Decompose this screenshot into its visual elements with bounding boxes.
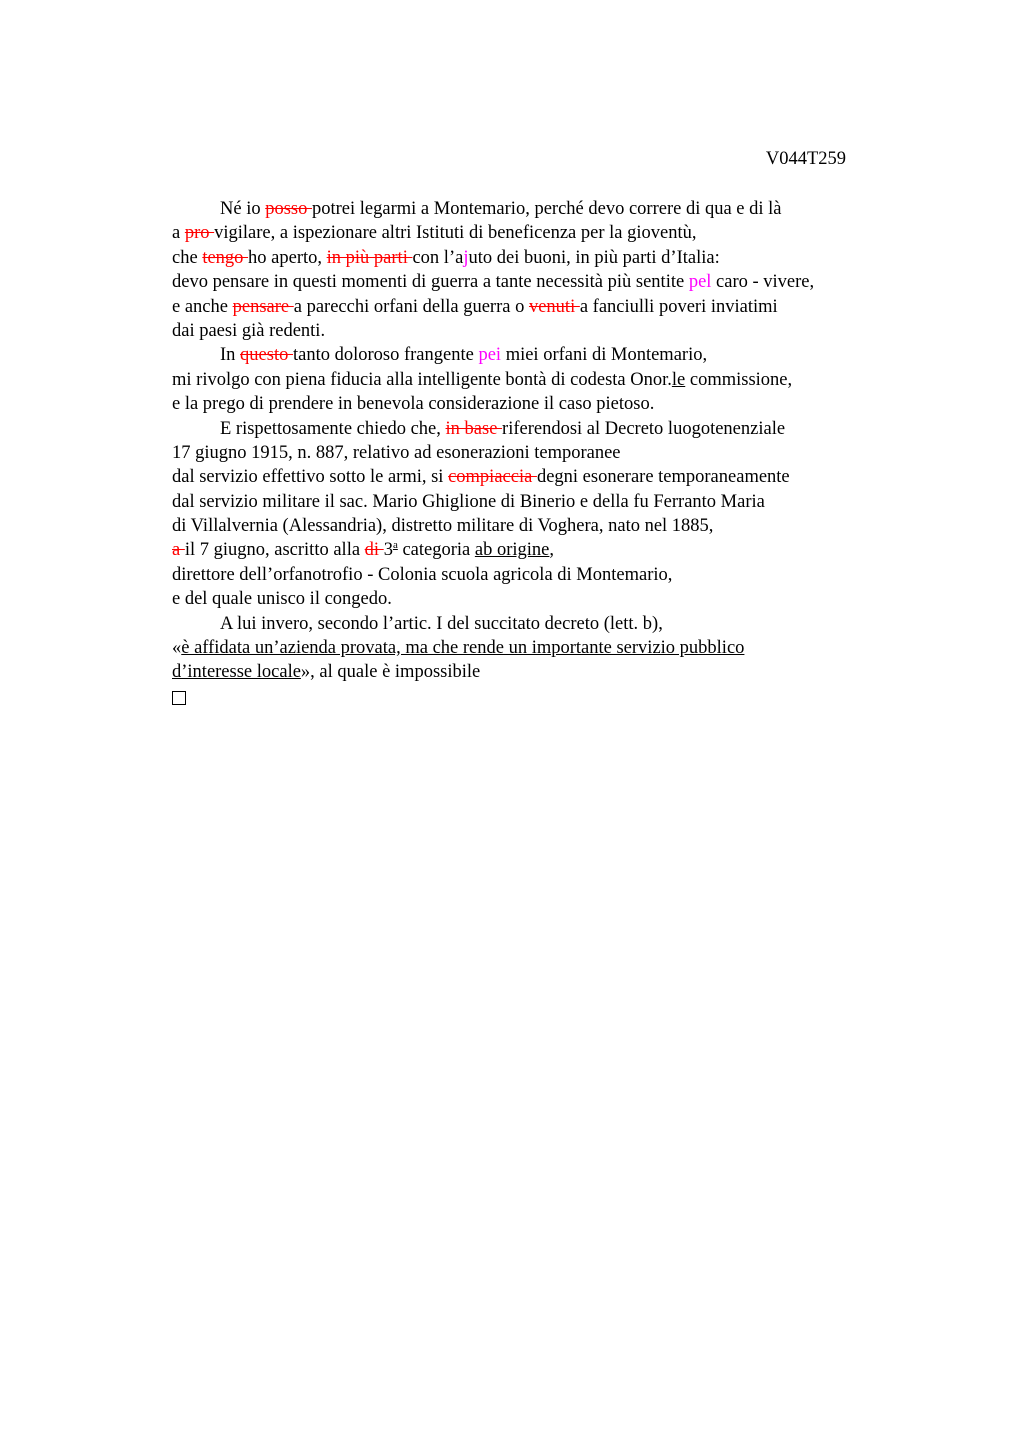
text-segment: Né io <box>220 199 266 219</box>
deleted-text: in base <box>445 418 503 439</box>
text-line <box>172 197 932 221</box>
text-segment: che <box>172 247 203 268</box>
empty-square-icon <box>172 691 186 705</box>
text-line <box>172 319 932 343</box>
text-line <box>172 368 932 392</box>
deleted-text: pensare <box>232 296 294 317</box>
deleted-text: pro <box>184 223 215 244</box>
text-segment: vigilare, a ispezionare altri Istituti di beneficenza per la gioventù, <box>214 223 697 244</box>
underlined-text: ab origine <box>474 540 550 561</box>
text-segment: dai paesi già redenti. <box>172 320 326 341</box>
text-segment: direttore dell’orfanotrofio - Colonia scuola agricola di Montemario, <box>172 564 673 585</box>
text-segment: il 7 giugno, ascritto alla <box>184 540 365 561</box>
text-segment: uto dei buoni, in più parti d’Italia: <box>468 247 720 268</box>
text-line <box>172 392 932 416</box>
text-line <box>172 343 932 367</box>
text-segment: categoria <box>397 540 475 561</box>
inserted-text: pei <box>478 345 502 366</box>
text-segment: E rispettosamente chiedo che, <box>220 418 446 439</box>
text-line <box>172 270 932 294</box>
letter-lines <box>172 197 932 685</box>
text-line <box>172 538 932 562</box>
deleted-text: questo <box>240 345 293 366</box>
deleted-text: di <box>364 540 384 561</box>
text-segment: devo pensare in questi momenti di guerra a tante necessità più sentite <box>172 272 689 293</box>
text-segment: di Villalvernia (Alessandria), distretto militare di Voghera, nato nel 1885, <box>172 516 714 537</box>
text-line <box>172 514 932 538</box>
text-line <box>172 417 932 441</box>
inserted-text: pel <box>688 272 712 293</box>
text-segment: « <box>172 638 182 659</box>
text-line <box>172 465 932 489</box>
deleted-text: in più parti <box>326 247 413 268</box>
text-segment: caro - vivere, <box>711 272 815 293</box>
text-segment: 17 giugno 1915, n. 887, relativo ad esonerazioni temporanee <box>172 442 621 463</box>
text-segment: e del quale unisco il congedo. <box>172 589 392 610</box>
text-segment: In <box>220 345 241 366</box>
text-line <box>172 563 932 587</box>
text-segment: potrei legarmi a Montemario, perché devo correre di qua e di là <box>312 199 782 219</box>
text-segment: dal servizio effettivo sotto le armi, si <box>172 467 449 488</box>
text-segment: tanto doloroso frangente <box>292 345 479 366</box>
end-marker-line <box>172 685 932 709</box>
deleted-text: venuti <box>528 296 580 317</box>
text-segment: ho aperto, <box>248 247 327 268</box>
text-line <box>172 490 932 514</box>
text-segment: degni esonerare temporaneamente <box>536 467 790 488</box>
underlined-text: è affidata un’azienda provata, ma che rende un importante servizio pubblico <box>181 638 745 659</box>
text-segment: 3 <box>383 540 393 561</box>
text-segment: miei orfani di Montemario, <box>501 345 708 366</box>
text-segment: », al quale è impossibile <box>300 662 481 683</box>
text-segment: a parecchi orfani della guerra o <box>293 296 529 317</box>
document-id: V044T259 <box>765 149 846 169</box>
underlined-text: le <box>671 369 686 390</box>
text-segment: dal servizio militare il sac. Mario Ghiglione di Binerio e della fu Ferranto Maria <box>172 491 765 512</box>
text-line <box>172 441 932 465</box>
deleted-text: compiaccia <box>448 467 537 488</box>
inserted-text: j <box>463 247 469 268</box>
underlined-text: d’interesse locale <box>172 662 301 683</box>
text-segment: a fanciulli poveri inviatimi <box>579 296 778 317</box>
text-segment: A lui invero, secondo l’artic. I del succitato decreto (lett. b), <box>220 613 663 634</box>
superscript-text: a <box>392 539 398 552</box>
text-line <box>172 221 932 245</box>
deleted-text: tengo <box>202 247 249 268</box>
deleted-text: posso <box>265 199 312 219</box>
text-segment: con l’a <box>412 247 464 268</box>
text-segment: e la prego di prendere in benevola considerazione il caso pietoso. <box>172 394 655 415</box>
text-segment: , <box>549 540 554 561</box>
text-segment: commissione, <box>685 369 793 390</box>
letter-body <box>172 197 932 709</box>
text-line <box>172 295 932 319</box>
text-line <box>172 587 932 611</box>
text-segment: mi rivolgo con piena fiducia alla intelligente bontà di codesta Onor. <box>172 369 672 390</box>
text-line <box>172 660 932 684</box>
text-segment: a <box>172 223 185 244</box>
text-line <box>172 246 932 270</box>
text-line <box>172 612 932 636</box>
deleted-text: a <box>172 540 185 561</box>
text-segment: riferendosi al Decreto luogotenenziale <box>502 418 786 439</box>
text-segment: e anche <box>172 296 233 317</box>
text-line <box>172 636 932 660</box>
